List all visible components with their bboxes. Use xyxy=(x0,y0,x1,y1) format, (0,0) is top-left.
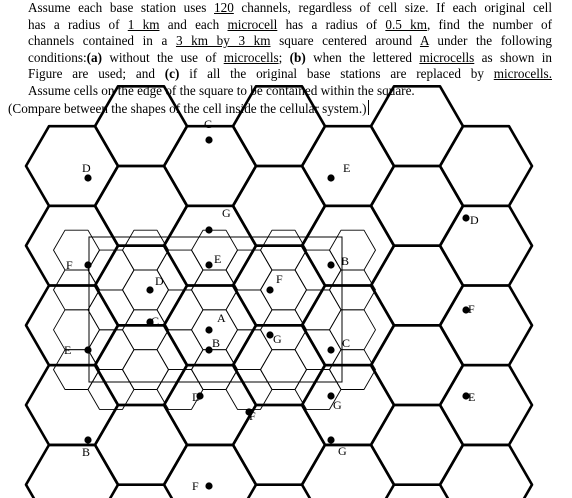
cell-hexagon xyxy=(26,445,118,498)
cell-hexagon xyxy=(440,126,532,206)
cell-hexagon xyxy=(164,365,256,445)
label-g-center: G xyxy=(273,332,282,346)
base-station-dot xyxy=(327,346,334,353)
cell-hexagon xyxy=(26,365,118,445)
microcell-hexagon xyxy=(54,350,100,390)
microcell-hexagon xyxy=(330,230,376,270)
microcell-hexagon xyxy=(88,370,134,410)
label-c-inner: C xyxy=(151,314,160,328)
microcell-hexagon xyxy=(88,290,134,330)
cell-hexagon xyxy=(95,86,187,166)
channels-value: 120 xyxy=(214,0,234,15)
microcell-hexagon xyxy=(54,270,100,310)
cell-hexagon xyxy=(302,445,394,498)
text-run: under the following xyxy=(428,33,553,49)
microcell-term: microcells. xyxy=(493,66,552,82)
text-run: square centered around xyxy=(270,33,420,49)
microcell-term: microcell xyxy=(227,16,278,32)
microcell-hexagon xyxy=(157,330,203,370)
base-station-dot xyxy=(205,326,212,333)
cell-hexagon xyxy=(95,246,187,326)
label-c-top: C xyxy=(204,117,213,131)
cell-hexagon xyxy=(371,86,463,166)
cell-hexagon xyxy=(371,166,463,246)
label-f-bottom: F xyxy=(192,479,199,493)
microcell-hexagon xyxy=(54,310,100,350)
cell-radius-value: 1 km xyxy=(127,16,160,32)
text-run: without the use of xyxy=(102,49,224,65)
cell-hexagon xyxy=(302,365,394,445)
cell-labels xyxy=(64,117,479,493)
label-c-right: C xyxy=(342,336,351,350)
label-b-right: B xyxy=(341,254,350,268)
text-run: (Compare between the shapes of the cell inside the cellular system.) xyxy=(8,100,367,116)
microcell-hexagon xyxy=(123,310,169,350)
text-run: ; xyxy=(278,49,290,65)
microcell-hexagon xyxy=(226,370,272,410)
text-run: , find the number of xyxy=(426,16,552,32)
microcell-term: microcells xyxy=(223,49,279,65)
label-f-lower: F xyxy=(249,409,256,423)
part-b-label: (b) xyxy=(289,49,306,65)
cell-hexagon xyxy=(233,405,325,485)
label-f-right: F xyxy=(468,302,475,316)
base-station-dot xyxy=(266,286,273,293)
microcell-hexagon xyxy=(123,230,169,270)
text-run: Figure are used; and xyxy=(28,66,165,82)
text-run: has a radius of xyxy=(277,16,386,32)
microcell-hexagon xyxy=(54,230,100,270)
microcell-hexagon xyxy=(261,310,307,350)
base-station-dot xyxy=(84,261,91,268)
label-e-lowerright: E xyxy=(468,390,476,404)
cell-hexagon xyxy=(371,246,463,326)
microcell-hexagon xyxy=(295,250,341,290)
base-station-dots xyxy=(84,136,469,489)
microcell-hexagon xyxy=(192,270,238,310)
cell-hexagon xyxy=(440,445,532,498)
microcell-hexagon xyxy=(226,290,272,330)
base-station-dot xyxy=(327,261,334,268)
microcell-hexagon xyxy=(330,270,376,310)
base-station-dot xyxy=(205,482,212,489)
cell-hexagon xyxy=(164,206,256,286)
cell-a-term: A xyxy=(419,33,429,49)
text-run: channels, regardless of cell size. If each original cell xyxy=(233,0,552,15)
base-station-dot xyxy=(205,136,212,143)
square-size-value: 3 km by 3 km xyxy=(175,33,271,49)
base-station-dot xyxy=(84,346,91,353)
label-e-left: E xyxy=(64,343,72,357)
hexagon-grid xyxy=(26,86,532,498)
label-f-inner: F xyxy=(276,272,283,286)
base-station-dot xyxy=(327,174,334,181)
text-run: has a radius of xyxy=(28,16,128,32)
label-d-lower: D xyxy=(192,390,201,404)
cell-hexagon xyxy=(164,445,256,498)
part-a-label: (a) xyxy=(86,49,103,65)
base-station-dot xyxy=(327,436,334,443)
cell-hexagon xyxy=(440,206,532,286)
label-d-right: D xyxy=(470,213,479,227)
base-station-dot xyxy=(84,174,91,181)
cell-hexagon xyxy=(95,166,187,246)
cell-hexagon xyxy=(302,286,394,366)
text-run: conditions: xyxy=(28,49,87,65)
cell-hexagon xyxy=(371,405,463,485)
cell-hexagon xyxy=(95,325,187,405)
base-station-dot xyxy=(205,261,212,268)
label-g-lower: G xyxy=(333,398,342,412)
cell-hexagon xyxy=(95,405,187,485)
text-run: Assume each base station uses xyxy=(28,0,215,15)
base-station-dot xyxy=(462,214,469,221)
part-c-label: (c) xyxy=(164,66,180,82)
label-f-left: F xyxy=(66,258,73,272)
label-b-center: B xyxy=(212,336,221,350)
microcell-hexagon xyxy=(330,310,376,350)
cell-hexagon xyxy=(26,286,118,366)
microcell-hexagon xyxy=(157,250,203,290)
label-a-center: A xyxy=(217,311,226,325)
microcell-hexagon xyxy=(330,350,376,390)
label-e-center: E xyxy=(214,252,222,266)
microcell-radius-value: 0.5 km xyxy=(385,16,427,32)
label-g-upper: G xyxy=(222,206,231,220)
label-b-bottomleft: B xyxy=(82,445,91,459)
cell-hexagon xyxy=(233,166,325,246)
microcell-hexagon xyxy=(192,350,238,390)
problem-line-6: Assume cells on the edge of the square to be contained within the square. xyxy=(28,82,415,98)
text-run: when the lettered xyxy=(305,49,420,65)
text-run: channels contained in a xyxy=(28,33,176,49)
label-d-inner: D xyxy=(155,274,164,288)
microcell-hexagon xyxy=(123,350,169,390)
text-run: and each xyxy=(159,16,228,32)
label-e-topright: E xyxy=(343,161,351,175)
text-run: if all the original base stations are replaced by xyxy=(179,66,494,82)
cell-hexagon xyxy=(302,206,394,286)
label-d-topleft: D xyxy=(82,161,91,175)
label-g-bottom: G xyxy=(338,444,347,458)
base-station-dot xyxy=(146,286,153,293)
cell-hexagon xyxy=(440,365,532,445)
base-station-dot xyxy=(205,226,212,233)
microcell-hexagon xyxy=(261,350,307,390)
cell-hexagon xyxy=(26,126,118,206)
cell-hexagon xyxy=(440,286,532,366)
cell-hexagon xyxy=(371,325,463,405)
microcell-term: microcells xyxy=(419,49,475,65)
text-run: as shown in xyxy=(474,49,552,65)
cell-hexagon xyxy=(26,206,118,286)
cell-hexagon xyxy=(233,86,325,166)
base-station-dot xyxy=(84,436,91,443)
microcell-hexagon xyxy=(261,230,307,270)
